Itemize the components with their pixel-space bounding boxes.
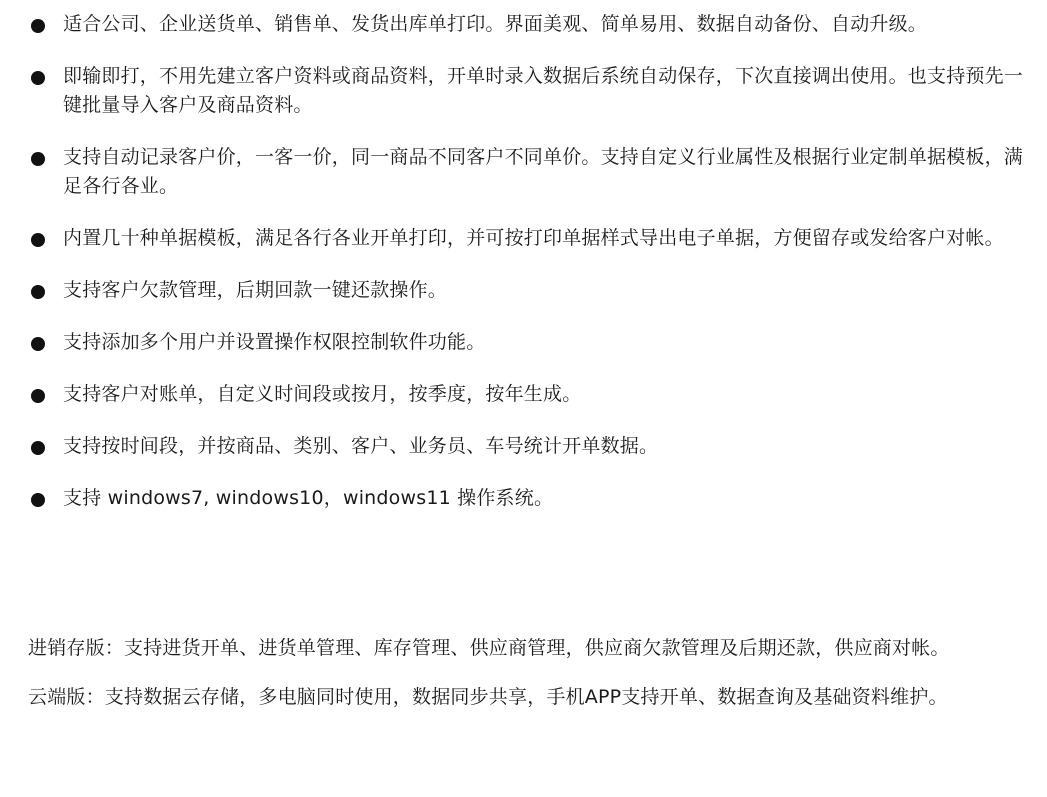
- bullet-icon: [31, 441, 45, 455]
- feature-item-os-support: [28, 484, 1033, 513]
- edition-descriptions: [28, 634, 1033, 732]
- feature-text: 支持客户欠款管理，后期回款一键还款操作。: [63, 279, 448, 301]
- feature-text: 支持按时间段，并按商品、类别、客户、业务员、车号统计开单数据。: [63, 435, 659, 457]
- edition-cloud: 云端版：支持数据云存储，多电脑同时使用，数据同步共享，手机APP支持开单、数据查询及基础资料维护。: [28, 686, 948, 708]
- feature-item-user-permissions: [28, 328, 1033, 357]
- feature-text: 支持添加多个用户并设置操作权限控制软件功能。: [63, 331, 486, 353]
- bullet-icon: [31, 233, 45, 247]
- bullet-icon: [31, 389, 45, 403]
- feature-text: 即输即打，不用先建立客户资料或商品资料，开单时录入数据后系统自动保存，下次直接调出使用。也支持预先一键批量导入客户及商品资料。: [63, 65, 1024, 116]
- bullet-icon: [31, 493, 45, 507]
- feature-item-auto-backup: [28, 10, 1033, 39]
- bullet-icon: [31, 152, 45, 166]
- feature-text: 适合公司、企业送货单、销售单、发货出库单打印。界面美观、简单易用、数据自动备份、自动升级。: [63, 13, 928, 35]
- feature-list: [28, 10, 1033, 536]
- feature-item-statistics: [28, 432, 1033, 461]
- feature-text: 内置几十种单据模板，满足各行各业开单打印，并可按打印单据样式导出电子单据，方便留存或发给客户对帐。: [63, 227, 1004, 249]
- feature-item-statements: [28, 380, 1033, 409]
- feature-item-debt-management: [28, 276, 1033, 305]
- edition-inventory: 进销存版：支持进货开单、进货单管理、库存管理、供应商管理，供应商欠款管理及后期还款，供应商对帐。: [28, 637, 950, 659]
- feature-text: 支持客户对账单，自定义时间段或按月，按季度，按年生成。: [63, 383, 582, 405]
- feature-text: 支持 windows7, windows10，windows11 操作系统。: [63, 487, 554, 509]
- feature-item-instant-print: [28, 62, 1033, 120]
- bullet-icon: [31, 19, 45, 33]
- feature-text: 支持自动记录客户价，一客一价，同一商品不同客户不同单价。支持自定义行业属性及根据行业定制单据模板，满足各行各业。: [63, 146, 1024, 197]
- bullet-icon: [31, 337, 45, 351]
- feature-item-templates: [28, 224, 1033, 253]
- bullet-icon: [31, 71, 45, 85]
- feature-item-customer-price: [28, 143, 1033, 201]
- bullet-icon: [31, 285, 45, 299]
